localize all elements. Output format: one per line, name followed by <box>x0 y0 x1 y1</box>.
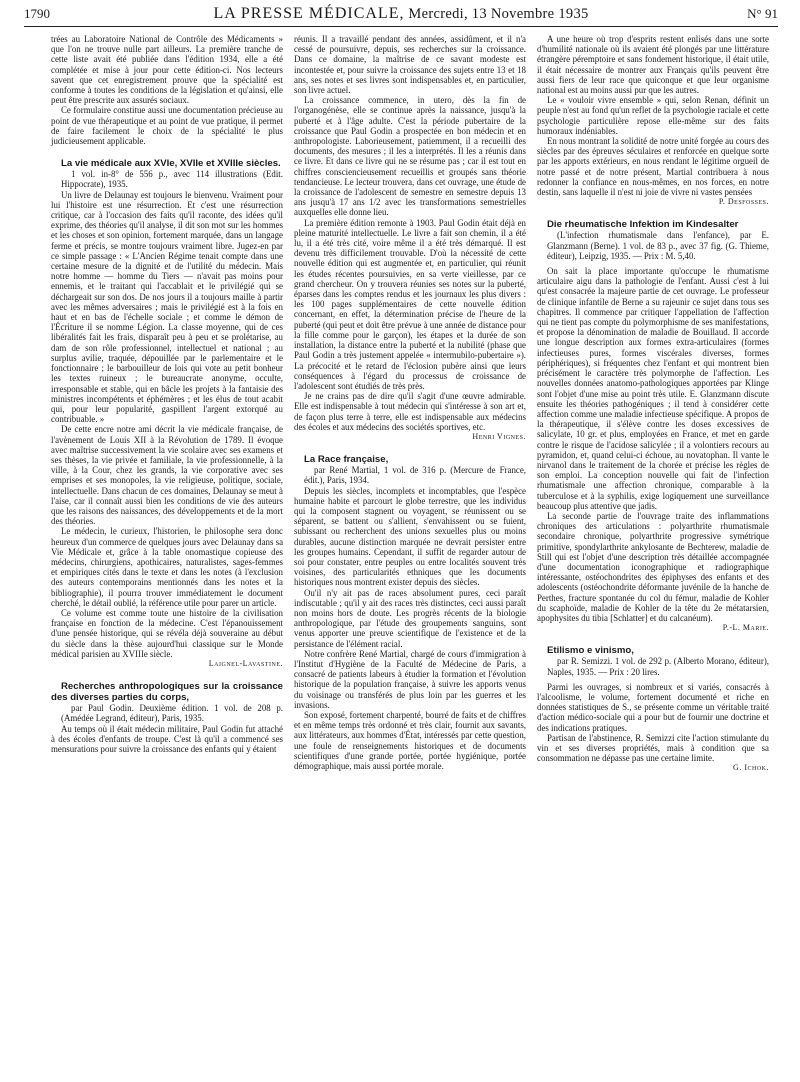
paragraph: Ou'il n'y ait pas de races absolument pures, ceci paraît indiscutable ; qu'il y ait des races très distinctes, ceci aussi paraît non moins hors de doute. Les progrès récents de la biologie anthropologique, par l'étude des groupements sanguins, sont venus apporter une preuve scientifique de l'existence et de la persistance de l'élément racial. <box>294 587 526 649</box>
paragraph: Ce formulaire constitue aussi une documentation précieuse au point de vue thérapeutique et au point de vue pratique, il permet de faire facilement le choix de la spécialité le plus judicieusement applicable. <box>51 105 283 147</box>
review-title: Etilismo e vinismo, <box>547 645 634 657</box>
review-bibliography: 1 vol. in-8° de 556 p., avec 114 illustrations (Edit. Hippocrate), 1935. <box>61 169 283 190</box>
paragraph: réunis. Il a travaillé pendant des années, assidûment, et il n'a cessé de poursuivre, depuis, ses recherches sur la croissance. Dans ce domaine, la maîtrise de ce savant modeste est incontestée et, pour suivre la croissance des sujets entre 13 et 18 ans, ses notes et ses livres sont indispensables et, en particulier, son livre actuel. <box>294 34 526 96</box>
paragraph: Au temps où il était médecin militaire, Paul Godin fut attaché à des écoles d'enfants de troupe. C'est là qu'il a commencé ses mensurations pour suivre la croissance des enfants qui y étaient <box>51 723 283 754</box>
review-bibliography: par R. Semizzi. 1 vol. de 292 p. (Alberto Morano, éditeur), Naples, 1935. — Prix : 20 lires. <box>547 656 769 677</box>
review-title: Recherches anthropologiques sur la croissance des diverses parties du corps, <box>51 681 283 704</box>
review-title: Die rheumatische Infektion im Kindesalter <box>547 219 739 231</box>
paragraph: Un livre de Delaunay est toujours le bienvenu. Vraiment pour lui l'histoire est une résurrection. Et c'est une résurrection critique, car à l'occasion des faits qu'il raconte, des idées qu'il exprime, des théories qu'il analyse, il dit son mot sur les hommes et les choses et son opinion, fortement marquée, dans un langage ferme et précis, se montre toujours vraiment libre. Jugez-en par ce simple passage : « L'Ancien Régime tenait compte dans une certaine mesure de la dignité et de l'utilité du médecin. Mais notre homme — homme du Tiers — n'avait pas moins pour ennemis, et le traitant qui l'accablait et le privilégié qui se déchargeait sur son dos. De nos jours il a toujours maille à partir avec les mêmes adversaires ; mais le privilégié est à la fois en haut et en bas de l'échelle sociale ; et comme le démon de l'Écriture il se nomme Légion. La classe moyenne, qui de ces libéralités fait les frais, disparaît peu à peu et se prolétarise, au dam de son rôle professionnel, intellectuel et national ; au surplus avilie, traquée, dépouillée par le parlementaire et le fonctionnaire ; le barbouilleur de lois qui vote au petit bonheur les textes ruineux ; le bureaucrate anonyme, occulte, irresponsable et stable, qui en bâcle les projets à la fantaisie des ministres incompétents et éphémères ; et les élus de tout acabit qui, pour leur popularité, gaspillent l'argent extorqué au contribuable. » <box>51 189 283 425</box>
paragraph: On sait la place importante qu'occupe le rhumatisme articulaire aigu dans la pathologie de l'enfant. Aussi c'est à lui qu'est consacrée la majeure partie de cet ouvrage. Le professeur de clinique infantile de Berne a su rajeunir ce sujet dans tous ses chapitres. Il commence par critiquer l'appellation de l'affection qui ne tient pas compte du polymorphisme de ses manifestations, et propose la dénomination de maladie de Bouillaud. Il accorde une longue description aux formes extra-articulaires (formes infectieuses pures, formes viscérales diverses, formes périphériques), si fréquentes chez l'enfant et qui montrent bien précisément le caractère très polymorphe de l'affection. Les nouvelles données anatomo-pathologiques apportées par Klinge sont l'objet d'une mise au point très utile. E. Glanzmann discute ensuite les théories pathogéniques ; il tend à considérer cette affection comme une maladie infectieuse spécifique. A propos de la thérapeutique, il s'élève contre les doses excessives de salicylate, 10 gr. et plus, employées en France, et met en garde contre le risque de l'acidose salicylée ; il a volontiers recours au pyramidon, et, quand celui-ci échoue, au novatophan. Il vante le nirvanol dans le traitement de la chorée et précise les règles de son emploi. La conception nouvelle qui fait de l'infection rhumatismale une affection chronique, comparable à la tuberculose et à la syphilis, exige logiquement une surveillance beaucoup plus attentive que jadis. <box>537 266 769 511</box>
review-signature: Henri Vignes. <box>472 431 526 441</box>
paragraph: En nous montrant la solidité de notre unité forgée au cours des siècles par des épreuves séculaires et renforcée en quelque sorte par les apports extérieurs, en nous rendant le légitime orgueil de notre passé et de notre présent, Martial contribuera à nous redonner la confiance en nous-mêmes, en nos forces, en notre destin, sans laquelle il n'est ni joie de vivre ni vastes pensées <box>537 136 769 198</box>
review-signature: P.-L. Marie. <box>722 623 769 633</box>
page-number: 1790 <box>24 6 50 21</box>
paragraph: A une heure où trop d'esprits restent enlisés dans une sorte d'humilité nationale où ils avaient été plongés par une littérature étrangère péremptoire et sans fondement historique, il était utile, il était nécessaire de montrer aux Français qu'ils peuvent être aussi fiers de leur race que quiconque et que leur organisme national est au moins aussi pur que les autres. <box>537 34 769 96</box>
column-1 <box>51 34 283 754</box>
paragraph: Je ne crains pas de dire qu'il s'agit d'une œuvre admirable. Elle est indispensable à tout médecin qui s'intéresse à son art et, de façon plus terre à terre, elle est indispensable aux médecins des écoles et aux médecins des sociétés sportives, etc. <box>294 391 526 432</box>
review-title: La vie médicale aux XVIe, XVIIe et XVIIIe siècles. <box>61 158 281 170</box>
paragraph: Le « vouloir vivre ensemble » qui, selon Renan, définit un peuple n'est au fond qu'un reflet de la psychologie raciale et cette psychologie particulière repose elle-même sur des faits humoraux indéniables. <box>537 95 769 136</box>
review-bibliography: par Paul Godin. Deuxième édition. 1 vol. de 208 p. (Amédée Legrand, éditeur), Paris, 1935. <box>61 703 283 724</box>
masthead <box>24 5 778 23</box>
paragraph: Parmi les ouvrages, si nombreux et si variés, consacrés à l'alcoolisme, le volume, fortement documenté et riche en données statistiques de S., se présente comme un véritable traité d'action médico-sociale qui a pour but de fournir une doctrine et des indications pratiques. <box>537 681 769 733</box>
paragraph: La croissance commence, in utero, dès la fin de l'organogénèse, elle se continue après la naissance, jusqu'à la puberté et à l'âge adulte. C'est la période pubertaire de la croissance que Paul Godin a prospectée en bon médecin et en anthropologiste. Laborieusement, patiemment, il a recueilli des documents, des mesures ; il les a interprétés. Il les a réunis dans ce livre. Et dans ce livre qui ne se résume pas ; car il est tout en chiffres consciencieusement recueillis et groupés sans théorie tendancieuse. Le lecteur trouvera, dans cet ouvrage, une étude de la croissance de l'adolescent de semestre en semestre depuis 13 ans jusqu'à 17 ans 1/2 avec les transformations semestrielles auxquelles elle donne lieu. <box>294 95 526 218</box>
review-title: La Race française, <box>304 454 389 466</box>
paragraph: La seconde partie de l'ouvrage traite des inflammations chroniques des articulations : polyarthrite rhumatismale secondaire chronique, polyarthrite progressive symétrique primitive, spondylarthrite ankylosante de Bechterew, maladie de Still qui est l'objet d'une description très détaillée accompagnée d'une documentation iconographique et radiographique intéressante, ostéochondrites des épiphyses des enfants et des adolescents (ostéochondrite déformante juvénile de la hanche de Perthes, fracture spontanée du col du fémur, maladie de Kohler du scaphoïde, maladie de Kohler de la tête du 2e métatarsien, apophysites du tibia [Schlatter] et du calcanéum). <box>537 510 769 623</box>
paragraph: Ce volume est comme toute une histoire de la civilisation française en fonction de la médecine. C'est l'épanouissement d'une pensée historique, qui se révéla déjà souveraine au début du siècle dans la thèse aujourd'hui classique sur le Monde médical parisien au XVIIIe siècle. <box>51 607 283 659</box>
paragraph: trées au Laboratoire National de Contrôle des Médicaments » que l'on ne trouve nulle part ailleurs. La première tranche de cette liste avait été publiée dans l'édition 1934, elle a été complétée et mise à jour pour cette édition-ci. Nos lecteurs savent que cet enregistrement prouve que la spécialité est conforme à toutes les conditions de la législation et qu'ainsi, elle peut être prescrite aux assurés sociaux. <box>51 34 283 106</box>
paragraph: Depuis les siècles, incomplets et incomptables, que l'espèce humaine habite et parcourt le globe terrestre, que les individus qui la composent stagnent ou voyagent, se réunissent ou se séparent, se battent ou s'allient, s'envahissent ou se fuient, subissant ou recherchent des unions sexuelles plus ou moins durables, aucune distinction marquée ne devrait persister entre les groupes humains. Cependant, il suffit de regarder autour de soi pour constater, entre peuples ou entre localités souvent très voisines, des particularités ethniques que les documents historiques nous montrent exister depuis des siècles. <box>294 485 526 588</box>
column-2 <box>294 34 526 771</box>
paragraph: La première édition remonte à 1903. Paul Godin était déjà en pleine maturité intellectuelle. Le livre a fait son chemin, il a été lu, il a été très cité, voire même il a été très démarqué. Il est devenu très difficilement trouvable. D'où la nécessité de cette nouvelle édition qui est augmentée et, en particulier, qui réunit les études récentes poursuivies, en sa verte vieillesse, par ce grand chercheur. On y trouvera réunies ses notes sur la puberté, éparses dans les comptes rendus et les journaux les plus divers : les 100 pages supplémentaires de cette nouvelle édition concernant, en effet, la détermination précise de l'heure de la puberté (qui peut et doit être prévue à une année de distance pour la fille comme pour le garçon), les étapes et la durée de son installation, la distance entre la puberté et la nubilité (phase que Paul Godin a très justement appelée « intermubilo-pubertaire »). La précocité et le retard de l'éclosion pubère ainsi que leurs conséquences à l'égard du processus de croissance de l'adolescent sont étudiés de très près. <box>294 217 526 391</box>
review-signature: G. Ichok. <box>733 763 769 773</box>
article-columns <box>51 34 769 1072</box>
column-3 <box>537 34 769 774</box>
paragraph: Partisan de l'abstinence, R. Semizzi cite l'action stimulante du vin et ses diverses propriétés, mais à condition que sa consommation ne dépasse pas une certaine limite. <box>537 732 769 764</box>
issue-number: N° 91 <box>747 6 778 21</box>
paragraph: Notre confrère René Martial, chargé de cours d'immigration à l'Institut d'Hygiène de la Faculté de Médecine de Paris, a consacré de patients labeurs à étudier la formation et l'évolution historique de la population française, à suivre les apports venus du voisinage ou transférés de plus loin par les guerres et les invasions. <box>294 648 526 710</box>
review-bibliography: par René Martial, 1 vol. de 316 p. (Mercure de France, édit.), Paris, 1934. <box>304 465 526 486</box>
paragraph: Le médecin, le curieux, l'historien, le philosophe sera donc heureux d'un commerce de quelques jours avec Delaunay dans sa Vie Médicale et, grâce à la table onomastique copieuse des médecins, chirurgiens, apothicaires, naturalistes, sages-femmes et empiriques cités dans le texte et dans les notes (à l'exclusion des auteurs contemporains mentionnés dans les notes et la bibliographie), il pourra trouver immédiatement le document cherché, le détail oublié, la référence utile pour parer un article. <box>51 526 284 608</box>
review-signature: P. Desfosses. <box>718 197 769 207</box>
masthead-date: Mercredi, 13 Novembre 1935 <box>408 6 589 22</box>
masthead-paper-title: LA PRESSE MÉDICALE, <box>213 5 405 22</box>
review-signature: Laignel-Lavastine. <box>208 658 283 668</box>
paragraph: Son exposé, fortement charpenté, bourré de faits et de chiffres et en même temps très ordonné et très clair, fournit aux savants, aux littérateurs, aux hommes d'État, intéressés par cette question, une foule de renseignements historiques et de documents scientifiques d'une grande portée, portée hygiénique, portée démographique, mais aussi portée morale. <box>294 710 526 772</box>
paragraph: De cette encre notre ami décrit la vie médicale française, de l'avènement de Louis XII à la Révolution de 1789. Il évoque avec maîtrise successivement la vie scolaire avec ses examens et ses thèses, la vie privée et familiale, la vie professionnelle, à la ville, à la Cour, chez les grands, la vie corporative avec ses emprises et ses monopoles, la vie religieuse, politique, sociale, intellectuelle. Dans chacun de ces domaines, Delaunay se meut à l'aise, car il connaît aussi bien les conditions de vie des auteurs que les raisons des naissances, des développements et de la mort des théories. <box>51 424 283 527</box>
page-header <box>24 6 778 27</box>
review-bibliography: (L'infection rhumatismale dans l'enfance), par E. Glanzmann (Berne). 1 vol. de 83 p., avec 37 fig. (G. Thieme, éditeur), Leipzig, 1935. — Prix : M. 5,40. <box>547 230 769 261</box>
